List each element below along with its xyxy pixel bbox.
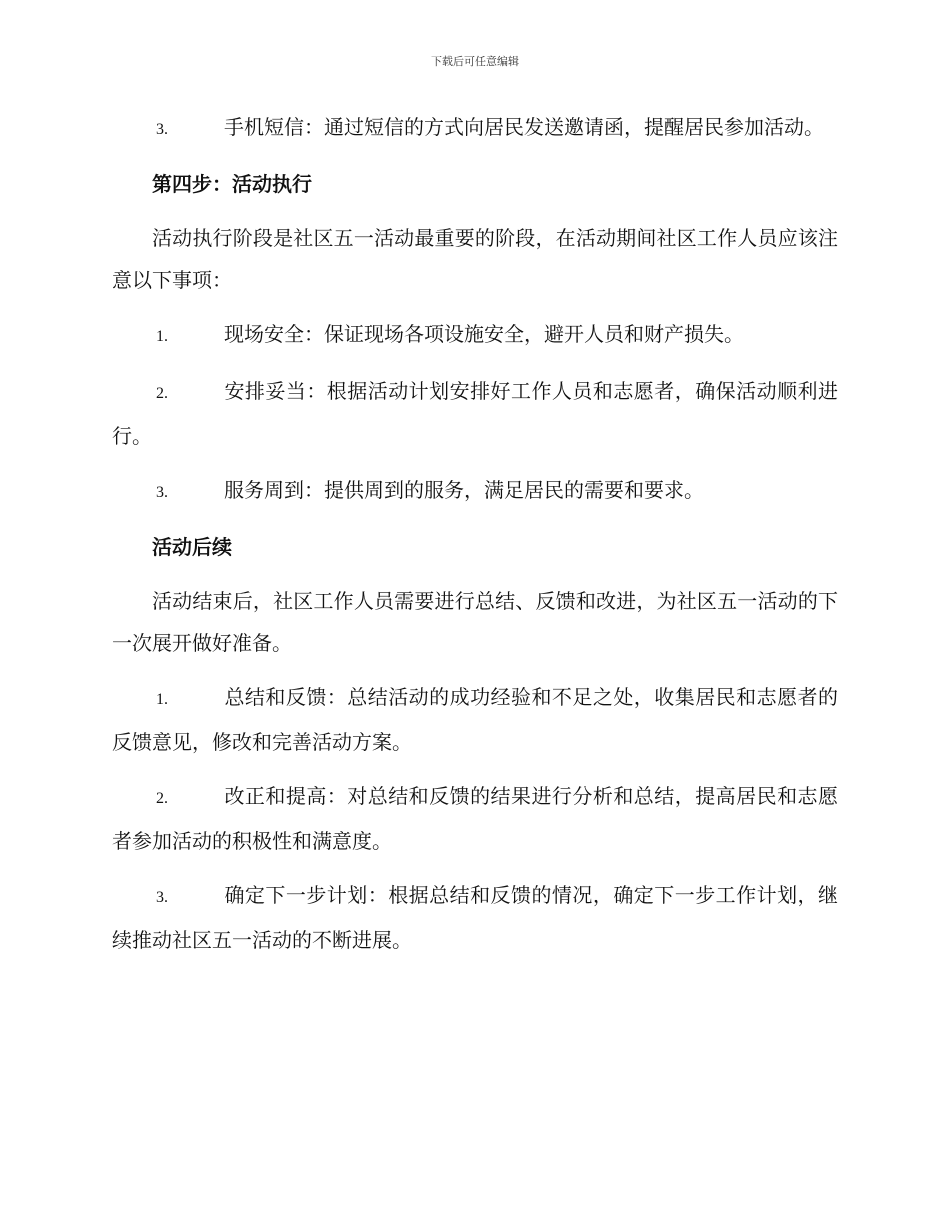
list-text: 确定下一步计划：根据总结和反馈的情况，确定下一步工作计划，继续推动社区五一活动的不断进展。 — [112, 883, 838, 952]
list-item-sms — [112, 106, 838, 151]
paragraph-follow-up-intro: 活动结束后，社区工作人员需要进行总结、反馈和改进，为社区五一活动的下一次展开做好准备。 — [112, 589, 838, 655]
page-header: 下载后可任意编辑 — [431, 55, 519, 68]
paragraph-execution-intro: 活动执行阶段是社区五一活动最重要的阶段，在活动期间社区工作人员应该注意以下事项： — [112, 226, 838, 292]
list-item-site-safety — [112, 313, 838, 358]
list-number: 1. — [156, 328, 168, 345]
list-text: 改正和提高：对总结和反馈的结果进行分析和总结，提高居民和志愿者参加活动的积极性和满意度。 — [112, 784, 838, 853]
list-item-service — [112, 469, 838, 514]
list-item-arrangement — [112, 370, 838, 457]
list-number: 3. — [156, 889, 168, 906]
list-text: 安排妥当：根据活动计划安排好工作人员和志愿者，确保活动顺利进行。 — [112, 379, 838, 448]
section-heading-step-four: 第四步：活动执行 — [152, 172, 312, 196]
list-number: 3. — [156, 484, 168, 501]
list-item-improvement — [112, 775, 838, 862]
list-item-next-plan — [112, 874, 838, 961]
list-number: 1. — [156, 691, 168, 708]
list-text: 总结和反馈：总结活动的成功经验和不足之处，收集居民和志愿者的反馈意见，修改和完善活动方案。 — [112, 685, 838, 754]
list-text: 服务周到：提供周到的服务，满足居民的需要和要求。 — [224, 478, 704, 502]
list-text: 手机短信：通过短信的方式向居民发送邀请函，提醒居民参加活动。 — [224, 115, 824, 139]
list-text: 现场安全：保证现场各项设施安全，避开人员和财产损失。 — [224, 322, 744, 346]
section-heading-follow-up: 活动后续 — [152, 535, 232, 559]
list-item-summary-feedback — [112, 676, 838, 763]
list-number: 2. — [156, 790, 168, 807]
list-number: 2. — [156, 385, 168, 402]
document-body — [112, 106, 838, 973]
list-number: 3. — [156, 121, 168, 138]
